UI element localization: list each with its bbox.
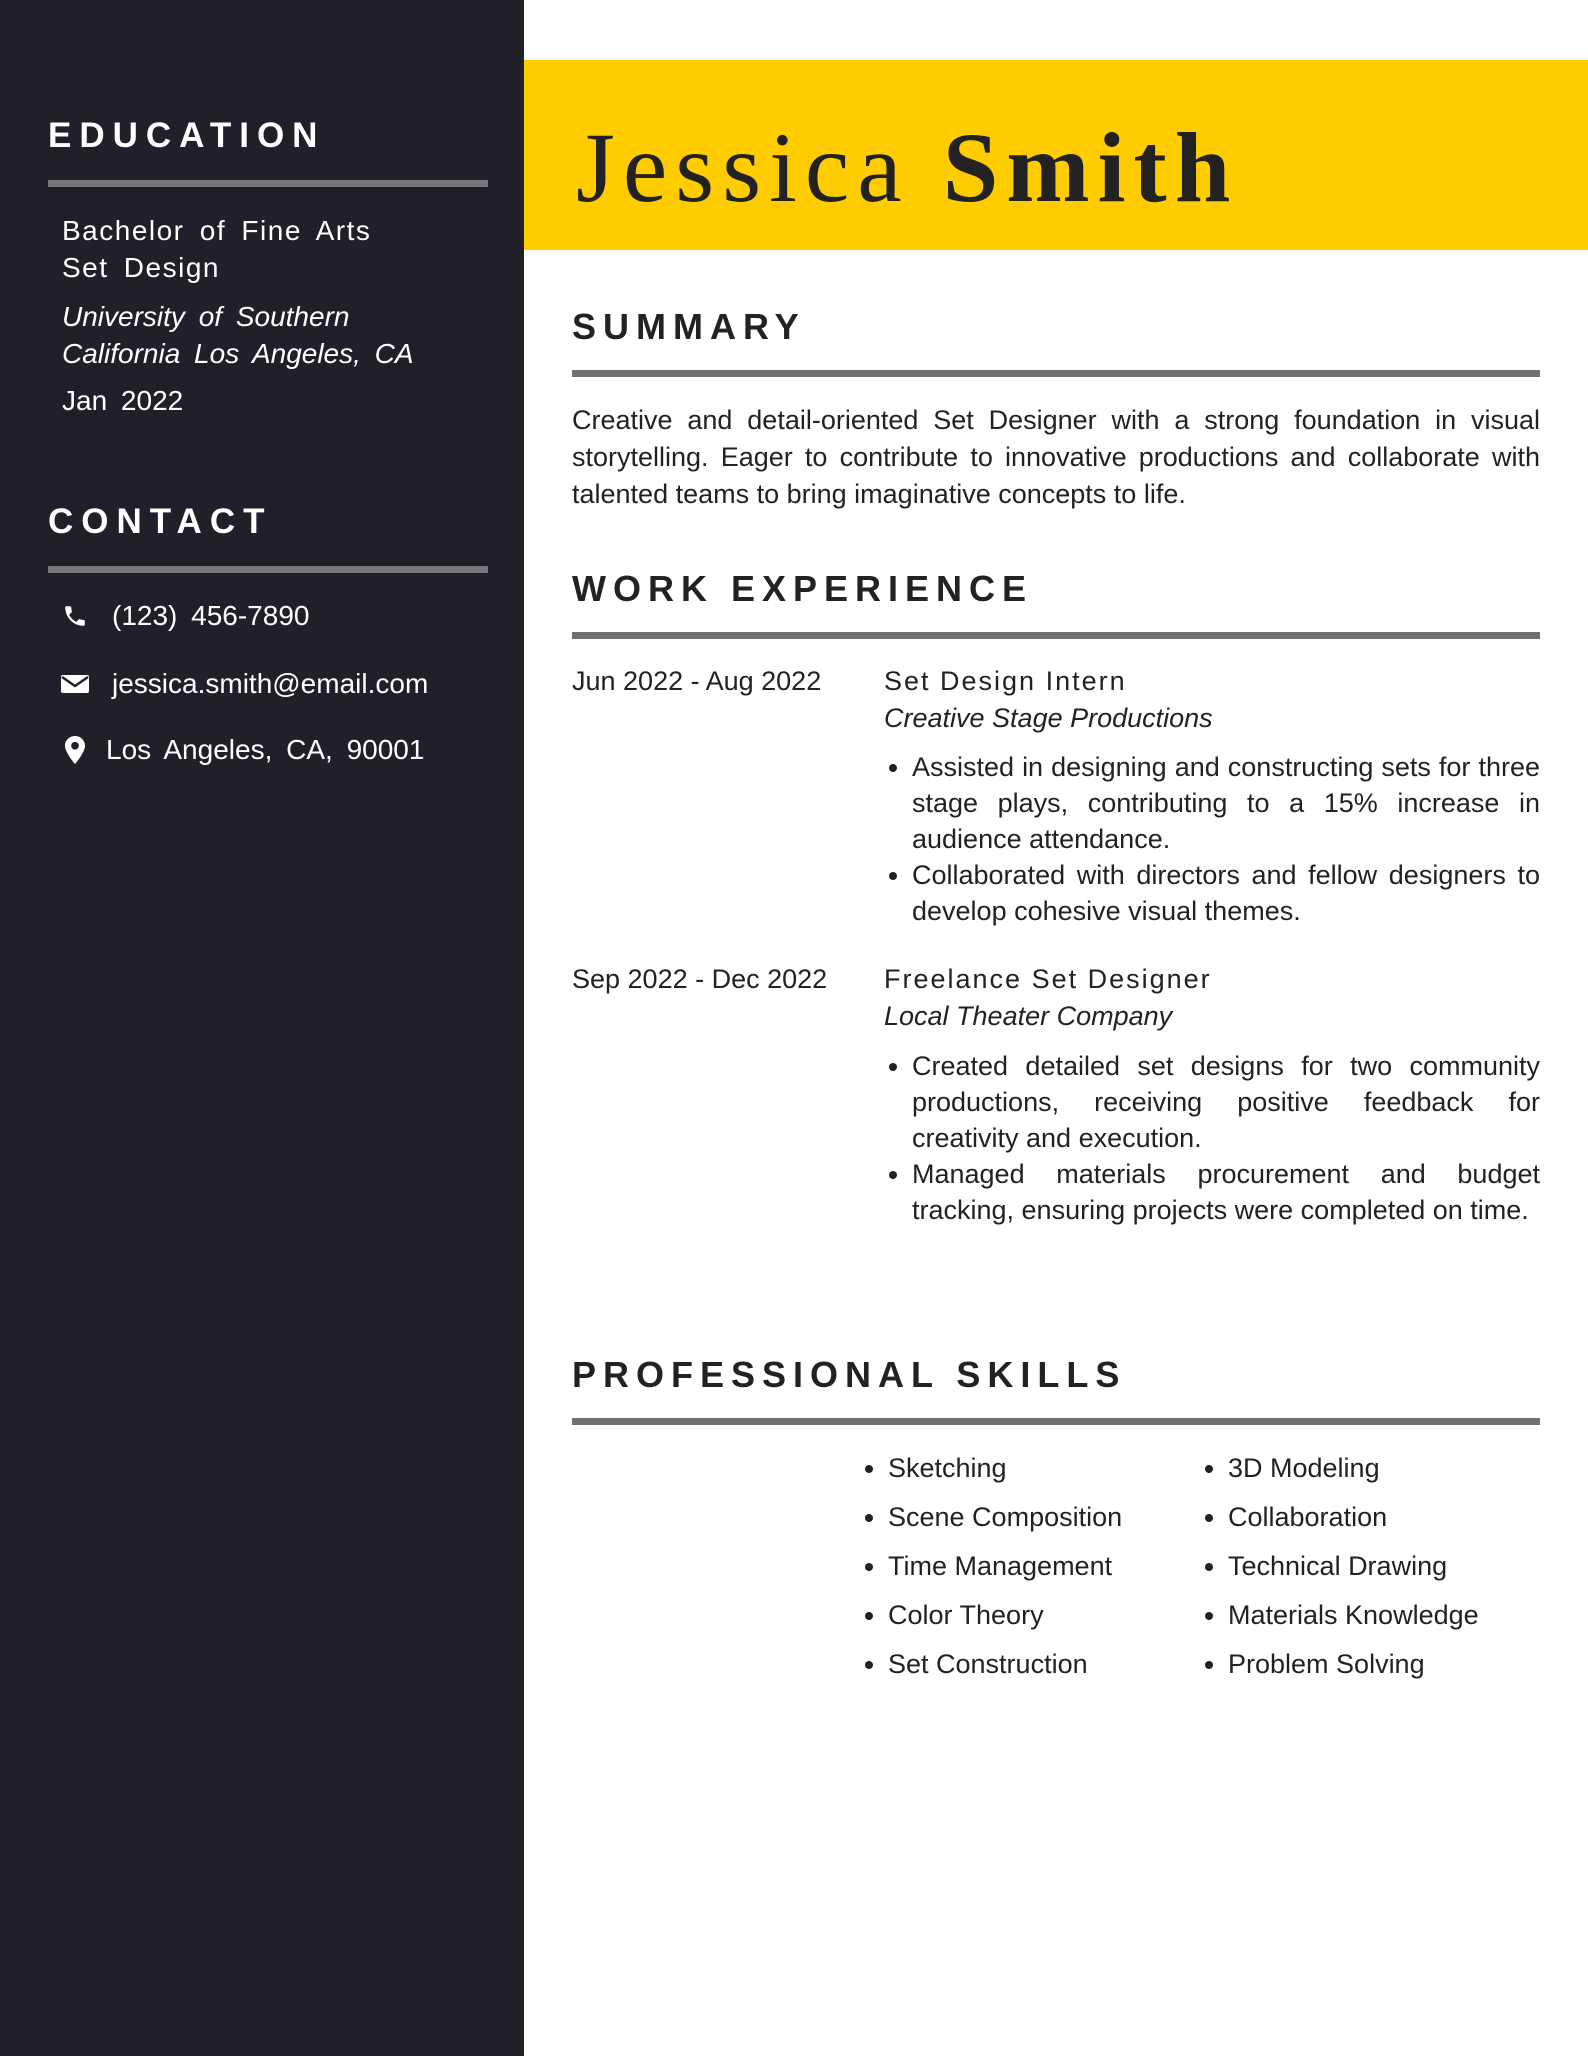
skills-column-1 bbox=[858, 1450, 1122, 1695]
skill-item: • Time Management bbox=[888, 1548, 1122, 1597]
phone-icon bbox=[60, 601, 90, 631]
education-date: Jan 2022 bbox=[62, 385, 184, 416]
skill-item: • Materials Knowledge bbox=[1228, 1597, 1479, 1646]
contact-heading: CONTACT bbox=[48, 502, 273, 541]
candidate-name bbox=[576, 108, 1238, 228]
summary-text: Creative and detail-oriented Set Designer with a strong foundation in visual storytelling. Eager to contribute to innovative productions and collaborate with talented teams to bring imaginative concepts to life. bbox=[572, 405, 1540, 509]
skill-item: • 3D Modeling bbox=[1228, 1450, 1479, 1499]
professional-skills-divider bbox=[572, 1418, 1540, 1425]
contact-location: Los Angeles, CA, 90001 bbox=[106, 734, 425, 765]
contact-location-row bbox=[60, 730, 424, 770]
contact-email[interactable]: jessica.smith@email.com bbox=[112, 668, 429, 699]
last-name: Smith bbox=[942, 112, 1239, 223]
degree-line-1: Bachelor of Fine Arts bbox=[62, 215, 372, 246]
education-divider bbox=[48, 180, 488, 187]
skill-item: • Technical Drawing bbox=[1228, 1548, 1479, 1597]
job-bullet: • Collaborated with directors and fellow designers to develop cohesive visual themes. bbox=[912, 857, 1540, 929]
job-bullets bbox=[884, 749, 1540, 929]
skill-item: • Problem Solving bbox=[1228, 1646, 1479, 1695]
contact-divider bbox=[48, 566, 488, 573]
school-line-2: California Los Angeles, CA bbox=[62, 338, 414, 369]
map-pin-icon bbox=[60, 735, 90, 765]
education-degree bbox=[62, 212, 371, 286]
contact-phone[interactable]: (123) 456-7890 bbox=[112, 600, 310, 631]
education-school bbox=[62, 298, 414, 372]
job-company: Local Theater Company bbox=[884, 1001, 1173, 1031]
work-experience-divider bbox=[572, 632, 1540, 639]
degree-line-2: Set Design bbox=[62, 252, 220, 283]
job-bullet: • Created detailed set designs for two community productions, receiving positive feedback for creativity and execution. bbox=[912, 1048, 1540, 1156]
professional-skills-heading: PROFESSIONAL SKILLS bbox=[572, 1354, 1127, 1395]
job-bullet: • Assisted in designing and constructing sets for three stage plays, contributing to a 15% increase in audience attendance. bbox=[912, 749, 1540, 857]
work-experience-heading: WORK EXPERIENCE bbox=[572, 568, 1034, 609]
envelope-icon bbox=[60, 669, 90, 699]
job-bullets bbox=[884, 1048, 1540, 1228]
skill-item: • Sketching bbox=[888, 1450, 1122, 1499]
job-title: Freelance Set Designer bbox=[884, 964, 1212, 994]
first-name: Jessica bbox=[576, 112, 910, 223]
job-date: Sep 2022 - Dec 2022 bbox=[572, 964, 828, 994]
job-title: Set Design Intern bbox=[884, 666, 1127, 696]
summary-divider bbox=[572, 370, 1540, 377]
job-date: Jun 2022 - Aug 2022 bbox=[572, 666, 822, 696]
skill-item: • Collaboration bbox=[1228, 1499, 1479, 1548]
education-heading: EDUCATION bbox=[48, 116, 326, 155]
skills-column-2 bbox=[1198, 1450, 1479, 1695]
contact-phone-row bbox=[60, 596, 309, 636]
skill-item: • Set Construction bbox=[888, 1646, 1122, 1695]
job-bullet: • Managed materials procurement and budget tracking, ensuring projects were completed on time. bbox=[912, 1156, 1540, 1228]
skill-item: • Scene Composition bbox=[888, 1499, 1122, 1548]
school-line-1: University of Southern bbox=[62, 301, 350, 332]
contact-email-row bbox=[60, 664, 428, 704]
job-company: Creative Stage Productions bbox=[884, 703, 1213, 733]
skill-item: • Color Theory bbox=[888, 1597, 1122, 1646]
summary-heading: SUMMARY bbox=[572, 306, 806, 347]
sidebar bbox=[0, 0, 524, 2056]
